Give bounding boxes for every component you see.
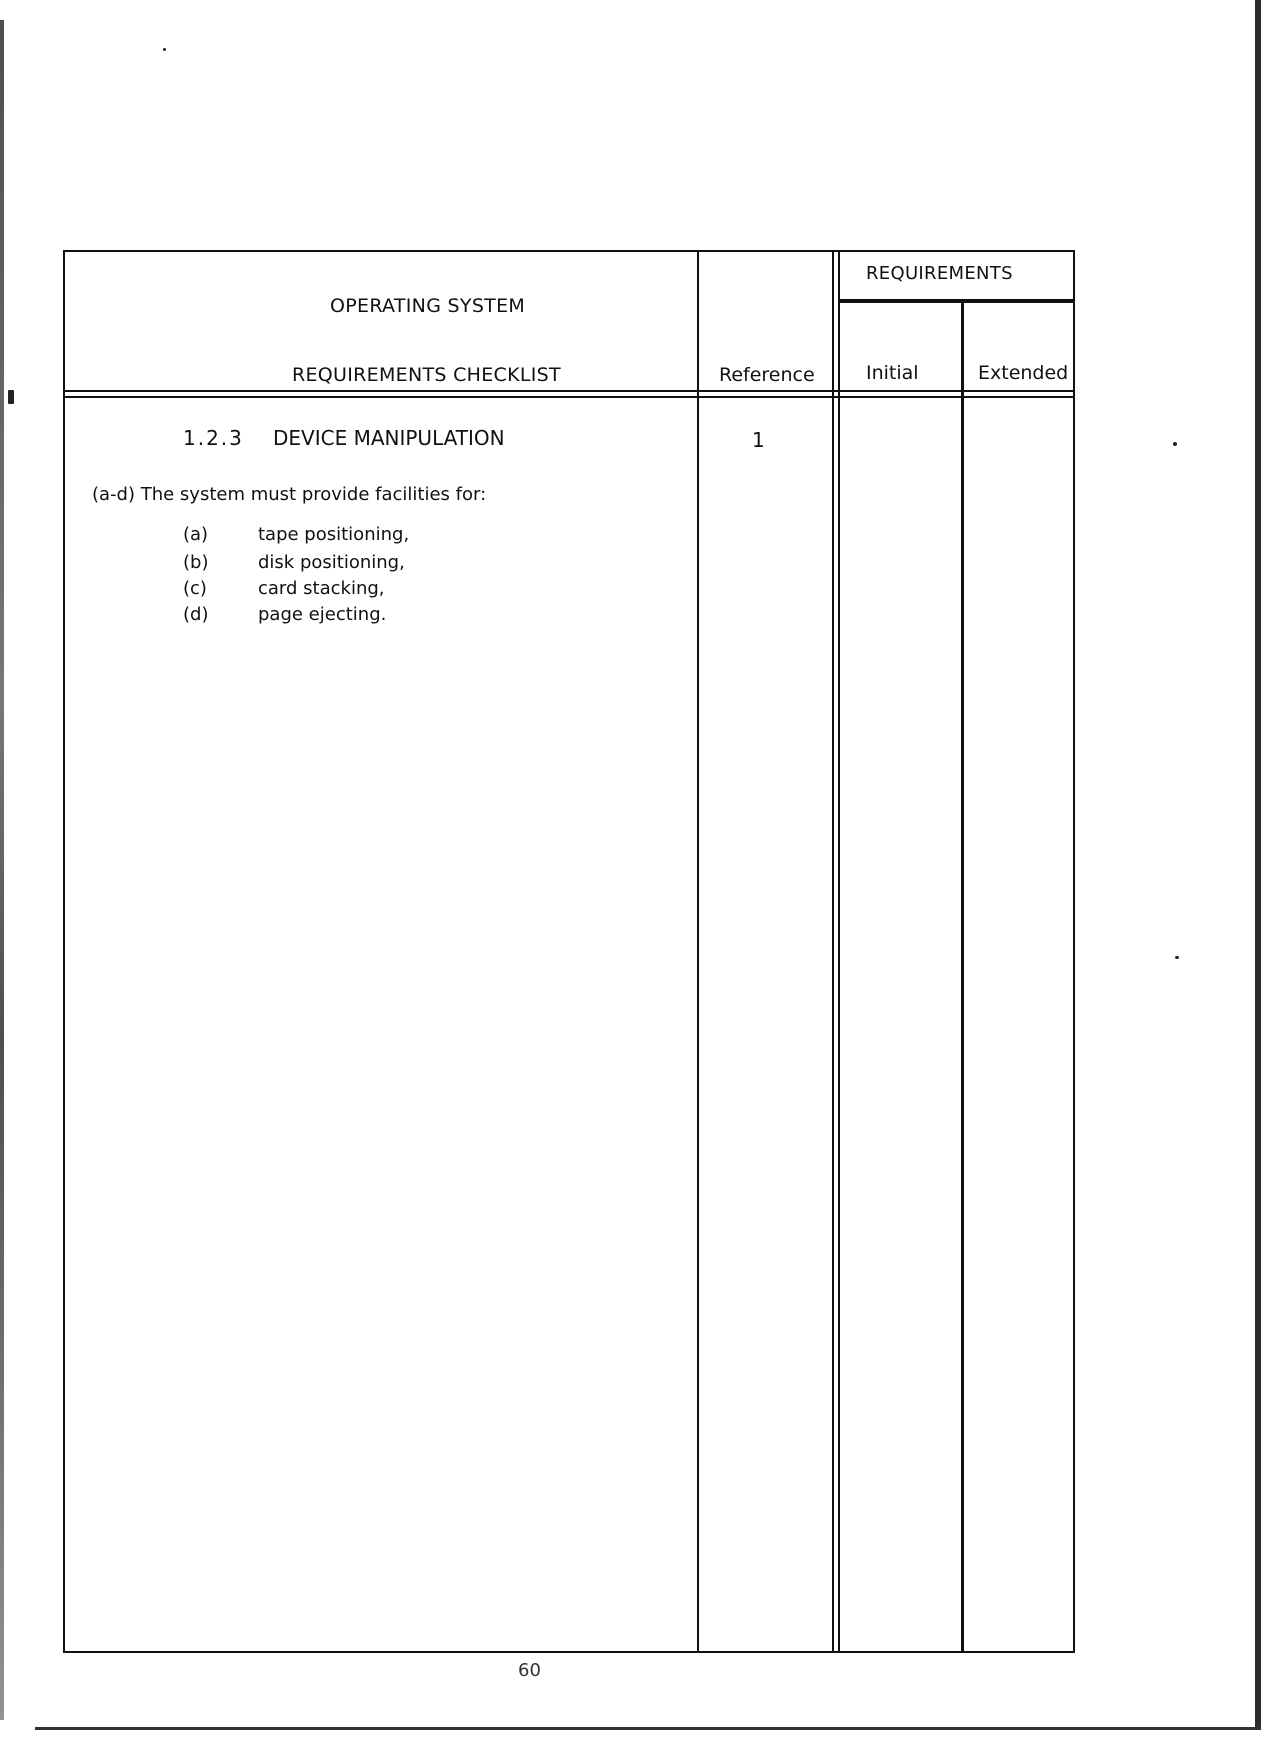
divider-requirements-left [832,250,834,1653]
speck [1175,956,1179,959]
checklist-title-line1: OPERATING SYSTEM [330,295,526,317]
list-item-label: (d) [183,604,209,625]
section-number: 1.2.3 [183,426,244,450]
divider-initial-extended [961,302,964,1653]
reference-column-header: Reference [719,364,815,386]
divider-reference [697,250,699,1653]
list-item-text: page ejecting. [258,604,387,625]
speck [1173,442,1177,446]
section-reference: 1 [752,428,765,452]
scan-edge-left [0,20,4,1720]
speck [163,48,166,51]
list-item-text: disk positioning, [258,552,405,573]
section-title: DEVICE MANIPULATION [273,426,505,450]
extended-column-header: Extended [978,362,1069,384]
scan-edge-bottom [35,1727,1261,1730]
speck [8,390,14,404]
list-item-label: (c) [183,578,207,599]
checklist-title-line2: REQUIREMENTS CHECKLIST [292,364,561,386]
scan-edge-right [1255,0,1261,1730]
list-item-text: card stacking, [258,578,385,599]
list-item-label: (a) [183,524,209,545]
divider-requirements-left-double [838,250,840,1653]
page-number: 60 [518,1660,541,1681]
header-rule-double [63,396,1075,398]
requirements-column-header: REQUIREMENTS [866,263,1013,284]
header-rule [63,390,1075,392]
requirements-rule [838,299,1075,303]
list-item-text: tape positioning, [258,524,410,545]
initial-column-header: Initial [866,362,919,384]
checklist-frame [63,250,1075,1653]
requirement-intro: (a-d) The system must provide facilities for: [92,484,487,505]
list-item-label: (b) [183,552,209,573]
